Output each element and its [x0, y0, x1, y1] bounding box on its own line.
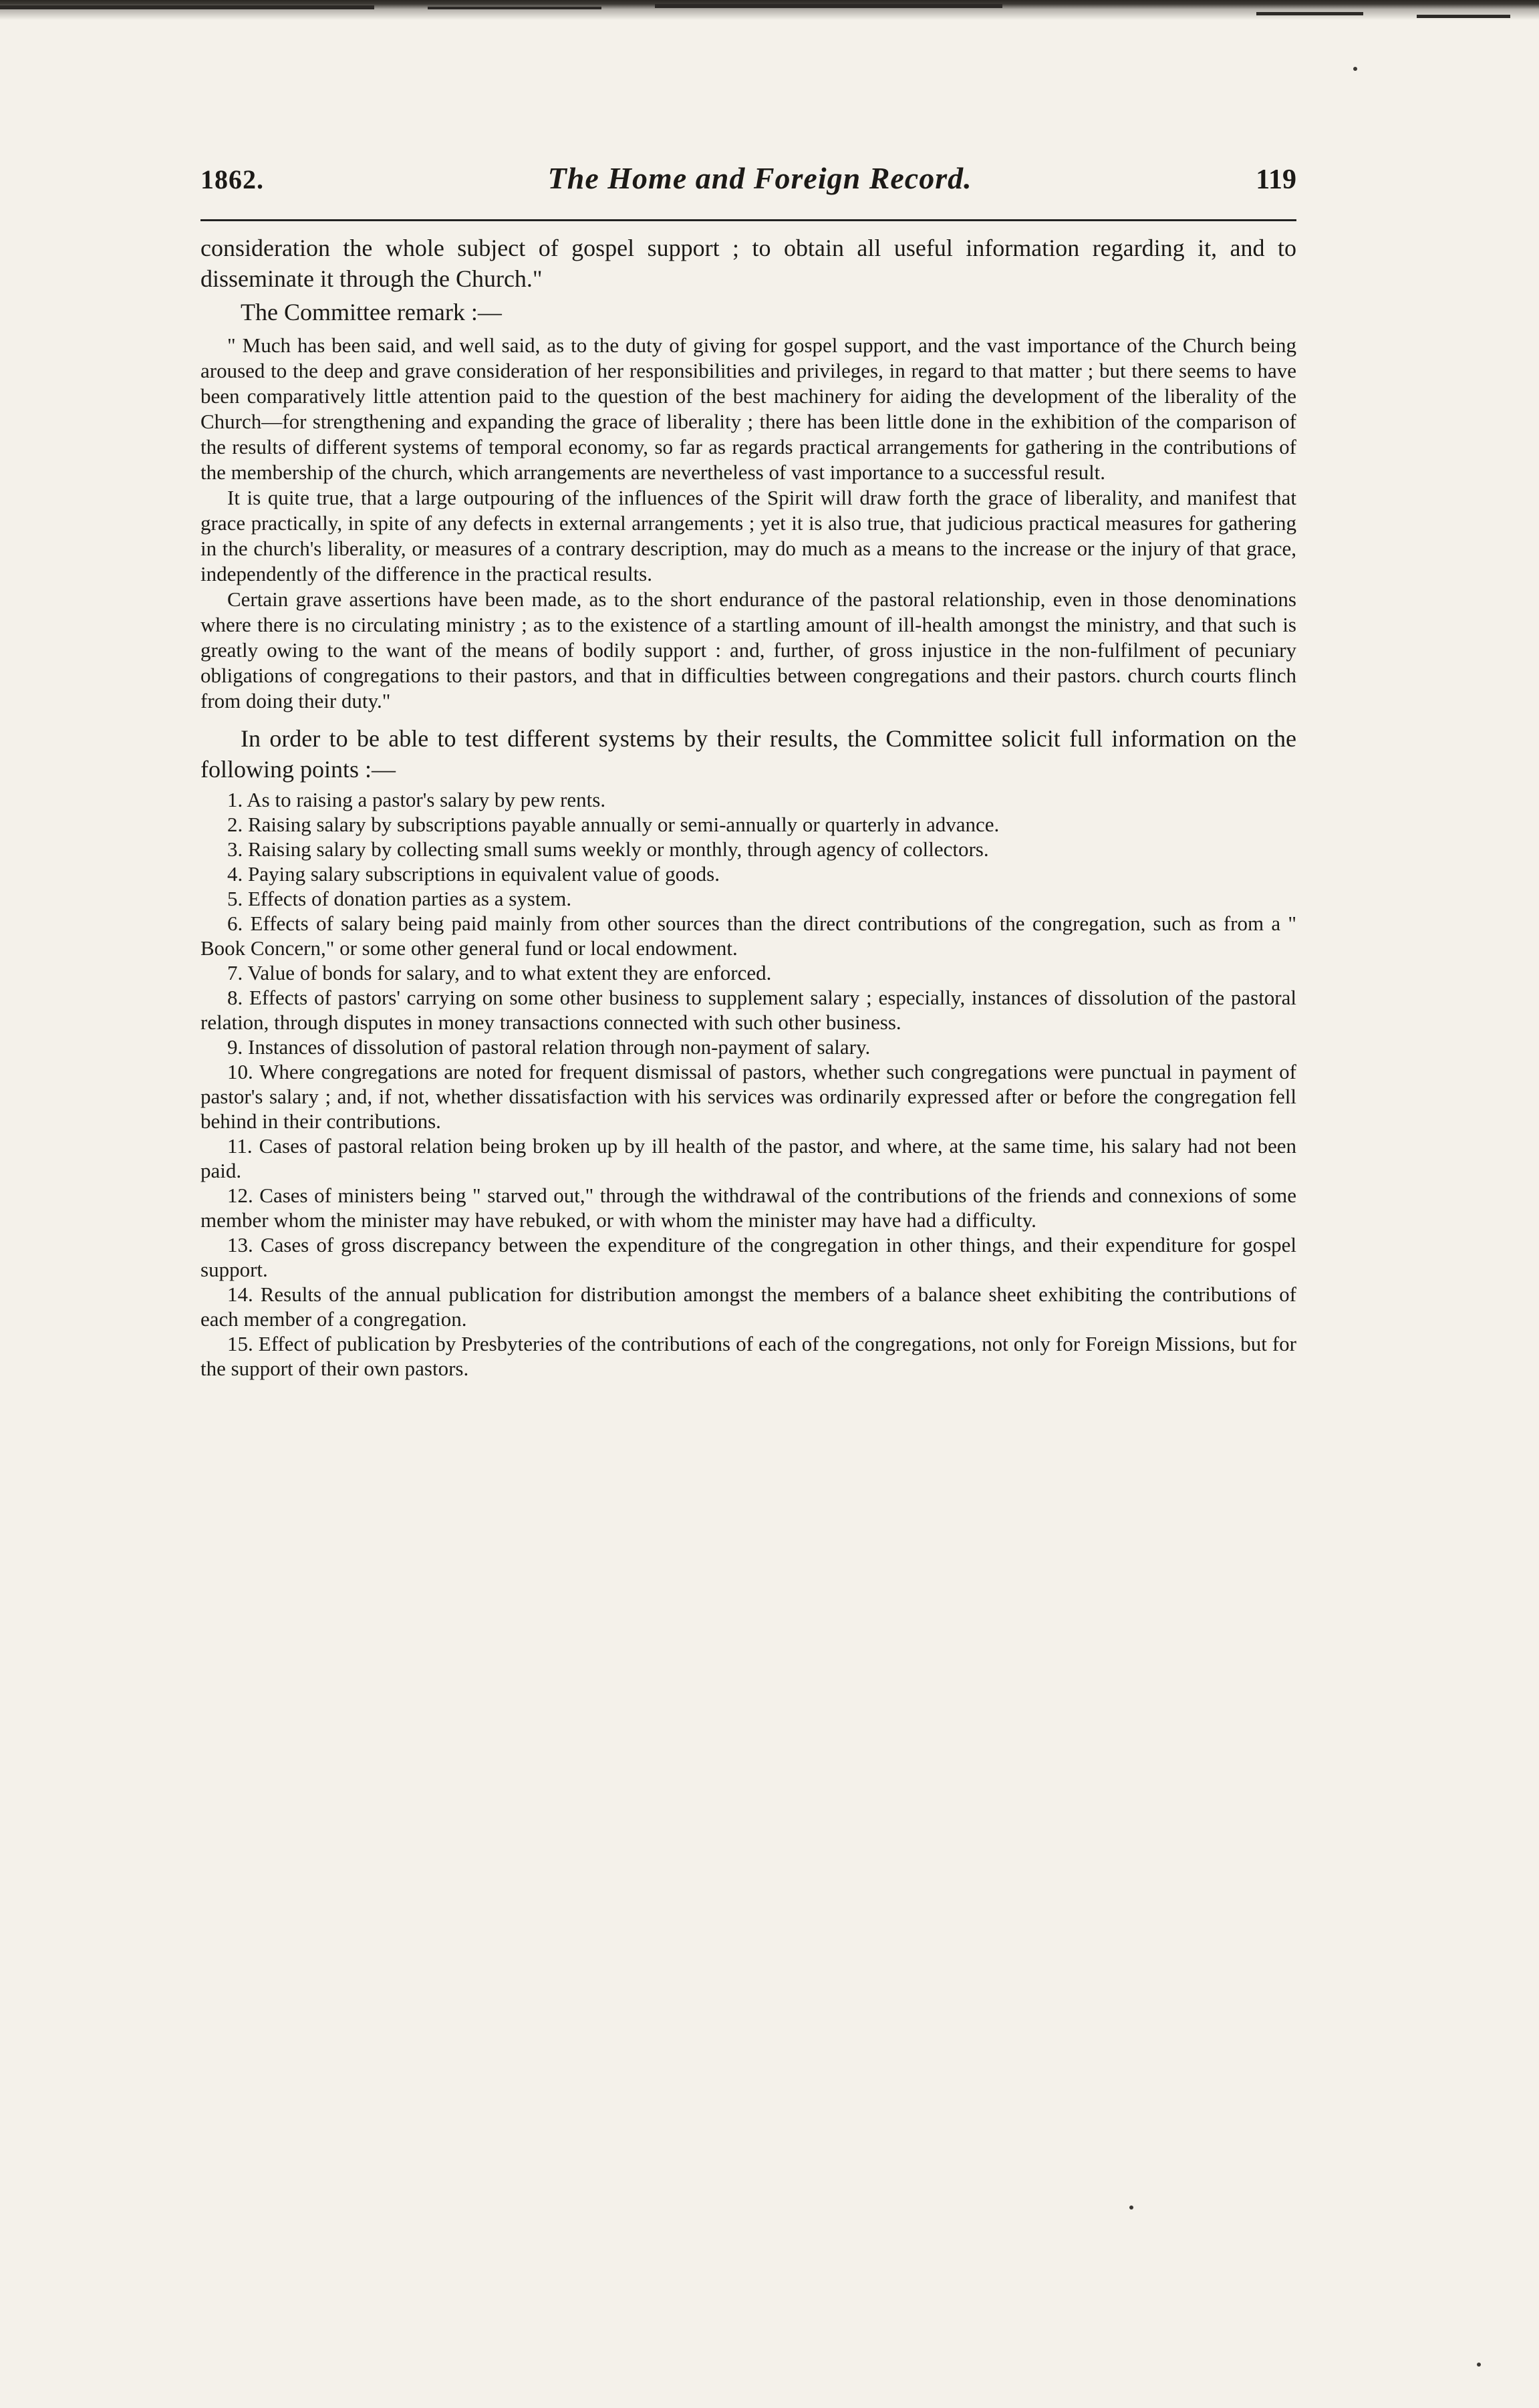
header-rule: [200, 219, 1296, 221]
list-item: 10. Where congregations are noted for frequent dismissal of pastors, whether such congregations were punctual in payment of pastor's salary ; and, if not, whether dissatisfaction with his services was ordinarily expressed after or before the congregation fell behind in their contributions.: [200, 1060, 1296, 1133]
list-item: 2. Raising salary by subscriptions payable annually or semi-annually or quarterly in advance.: [227, 813, 1000, 836]
quote-paragraph: Certain grave assertions have been made, as to the short endurance of the pastoral relationship, even in those denominations where there is no circulating ministry ; as to the existence of a startling amount of ill-health amongst the ministry, and that such is greatly owing to the want of the means of bodily support : and, further, of gross injustice in the non-fulfilment of pecuniary obligations of congregations to their pastors, and that in difficulties between congregations and their pastors. church courts flinch from doing their duty.": [200, 587, 1296, 712]
scan-speck: [1353, 67, 1357, 71]
list-item: 15. Effect of publication by Presbyteries of the contributions of each of the congregations, not only for Foreign Missions, but for the support of their own pastors.: [200, 1332, 1296, 1380]
page: [200, 100, 1296, 2359]
list-item: 9. Instances of dissolution of pastoral relation through non-payment of salary.: [227, 1035, 871, 1059]
quote-paragraph: It is quite true, that a large outpouring of the influences of the Spirit will draw forth the grace of liberality, and manifest that grace practically, in spite of any defects in external arrangements ; yet it is also true, that judicious practical measures for gathering in the church's liberality, or measures of a contrary description, may do much as a means to the increase or the injury of that grace, independently of the difference in the practical results.: [200, 486, 1296, 585]
article-body: [200, 233, 1296, 1381]
quote-paragraph: " Much has been said, and well said, as to the duty of giving for gospel support, and the vast importance of the Church being aroused to the deep and grave consideration of her responsibilities and privileges, in regard to that matter ; but there seems to have been comparatively little attention paid to the question of the best machinery for aiding the development of the liberality of the Church—for strengthening and expanding the grace of liberality ; there has been little done in the exhibition of the comparison of the results of different systems of temporal economy, so far as regards practical arrangements for gathering in the contributions of the membership of the church, which arrangements are nevertheless of vast importance to a successful result.: [200, 333, 1296, 484]
scan-speck: [1477, 2363, 1481, 2367]
remark-lead: The Committee remark :—: [241, 299, 502, 325]
page-number: 119: [1256, 164, 1296, 195]
list-item: 13. Cases of gross discrepancy between the expenditure of the congregation in other things, and their expenditure for gospel support.: [200, 1233, 1297, 1281]
scan-edge-shadow: [0, 0, 1539, 29]
list-item: 11. Cases of pastoral relation being broken up by ill health of the pastor, and where, at the same time, his salary had not been paid.: [200, 1134, 1296, 1182]
list-item: 5. Effects of donation parties as a system.: [227, 887, 572, 910]
list-item: 4. Paying salary subscriptions in equivalent value of goods.: [227, 862, 720, 886]
solicit-paragraph: In order to be able to test different systems by their results, the Committee solicit full information on the following points :—: [200, 725, 1296, 783]
intro-paragraph: consideration the whole subject of gospel support ; to obtain all useful information regarding it, and to disseminate it through the Church.": [200, 235, 1296, 292]
list-item: 8. Effects of pastors' carrying on some other business to supplement salary ; especially, instances of dissolution of the pastoral relation, through disputes in money transactions connected with such other business.: [200, 986, 1297, 1034]
list-item: 3. Raising salary by collecting small sums weekly or monthly, through agency of collectors.: [227, 837, 989, 861]
quotation: [200, 333, 1296, 714]
header-year: 1862.: [200, 164, 264, 194]
list-item: 1. As to raising a pastor's salary by pew rents.: [227, 788, 606, 811]
list-item: 12. Cases of ministers being " starved out," through the withdrawal of the contributions of the friends and connexions of some member whom the minister may have rebuked, or with whom the minister may have had a difficulty.: [200, 1184, 1297, 1232]
points-list: [200, 787, 1296, 1381]
list-item: 6. Effects of salary being paid mainly from other sources than the direct contributions of the congregation, such as from a " Book Concern," or some other general fund or local endowment.: [200, 912, 1297, 960]
running-header: [200, 160, 1296, 207]
header-title: The Home and Foreign Record.: [547, 161, 972, 195]
list-item: 7. Value of bonds for salary, and to what extent they are enforced.: [227, 961, 772, 984]
list-item: 14. Results of the annual publication for distribution amongst the members of a balance sheet exhibiting the contributions of each member of a congregation.: [200, 1283, 1297, 1331]
